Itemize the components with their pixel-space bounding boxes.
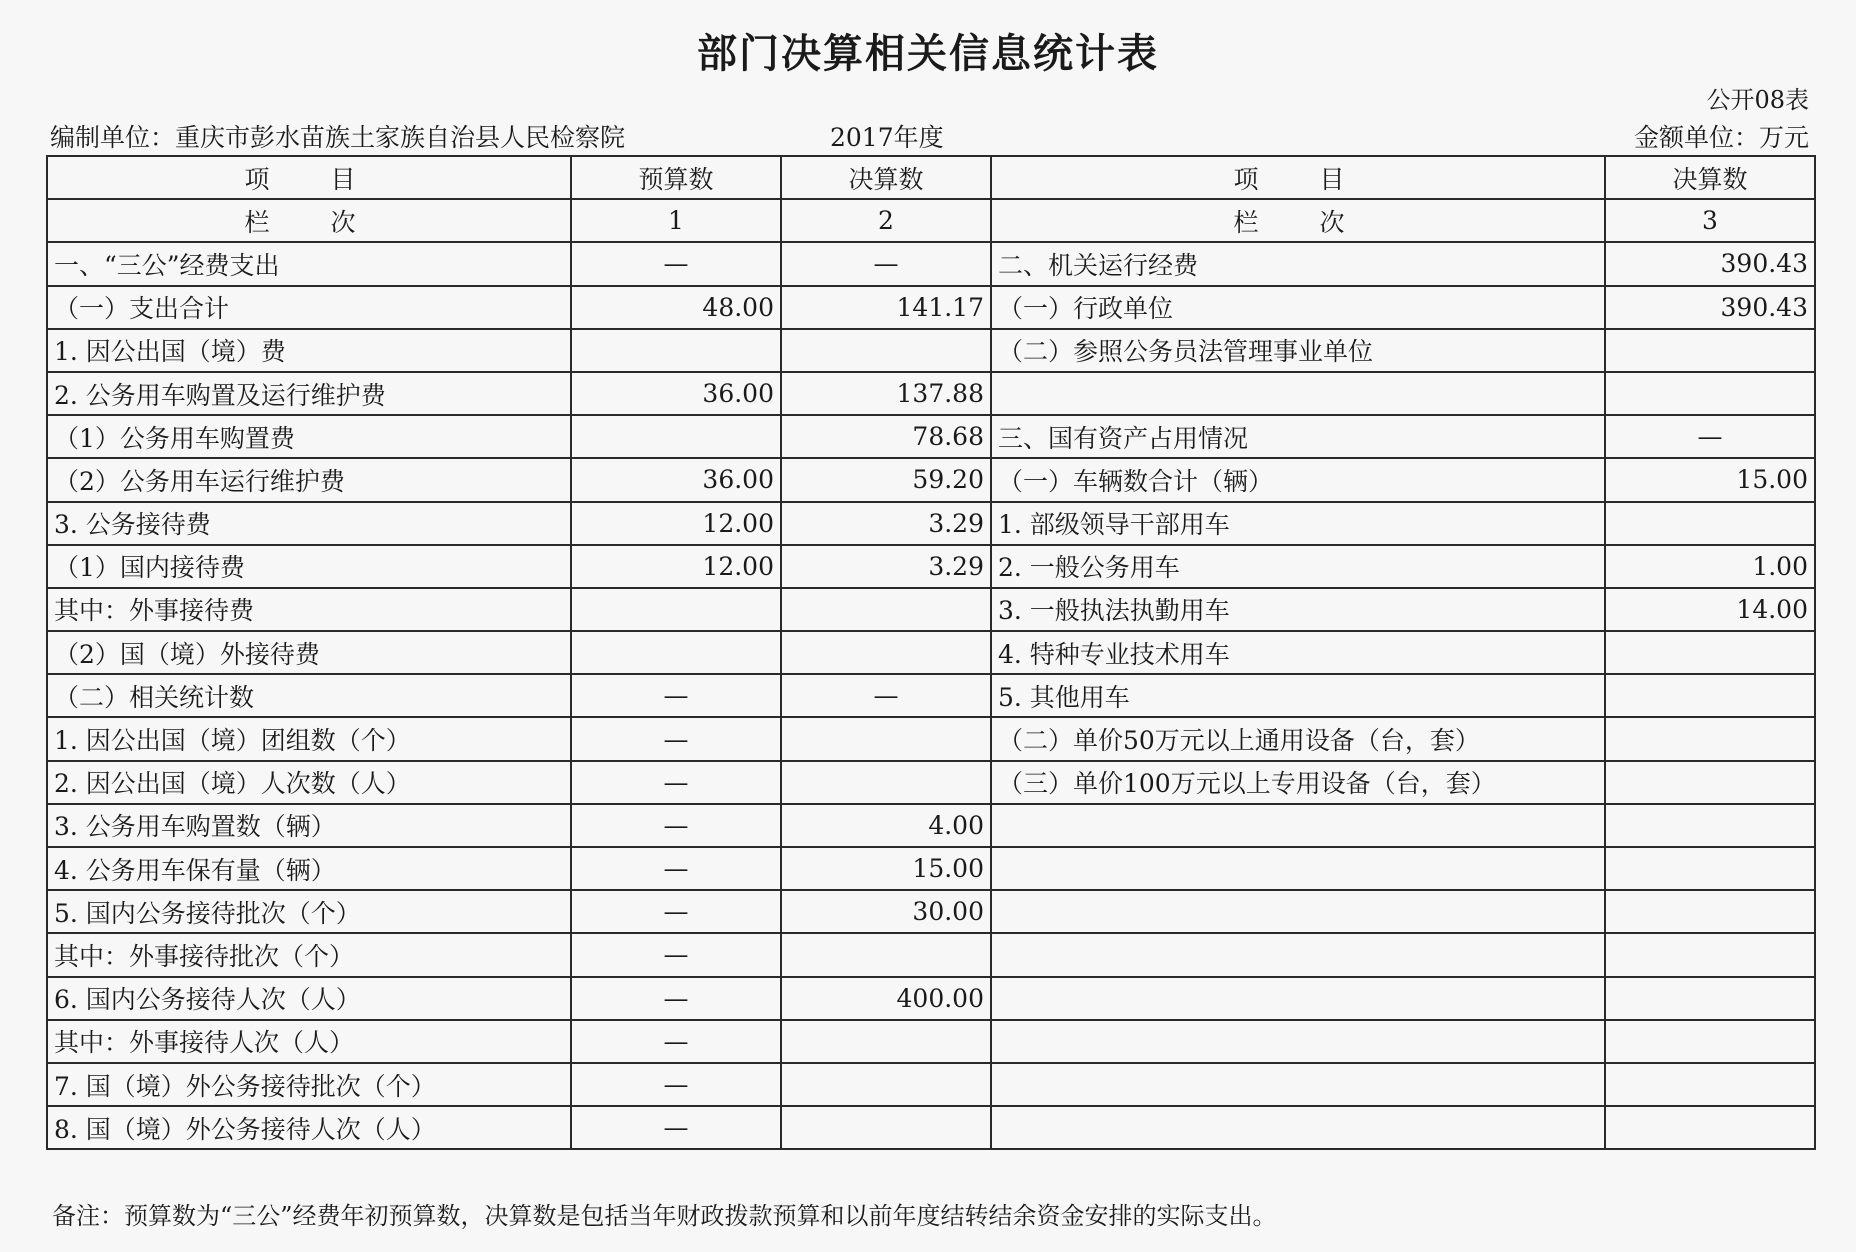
fiscal-year: 2017年度 — [830, 123, 944, 152]
left-item-label: 3. 公务用车购置数（辆） — [47, 804, 571, 847]
final-value — [781, 631, 991, 674]
table-row — [47, 717, 1815, 760]
right-item-label — [991, 977, 1605, 1020]
final-value — [781, 933, 991, 976]
final-value: — — [781, 674, 991, 717]
left-item-label: （2）公务用车运行维护费 — [47, 458, 571, 501]
left-item-label: 2. 因公出国（境）人次数（人） — [47, 761, 571, 804]
budget-value: — — [571, 242, 781, 285]
right-final-value — [1605, 1063, 1815, 1106]
left-item-label: 4. 公务用车保有量（辆） — [47, 847, 571, 890]
final-value: 137.88 — [781, 372, 991, 415]
left-item-label: 一、“三公”经费支出 — [47, 242, 571, 285]
right-final-value: 390.43 — [1605, 286, 1815, 329]
header-item: 项 目 — [47, 156, 571, 199]
right-item-label — [991, 890, 1605, 933]
col-index-2: 2 — [781, 199, 991, 242]
right-final-value: 390.43 — [1605, 242, 1815, 285]
right-item-label — [991, 1020, 1605, 1063]
left-item-label: （二）相关统计数 — [47, 674, 571, 717]
budget-value: 36.00 — [571, 372, 781, 415]
left-item-label: （1）公务用车购置费 — [47, 415, 571, 458]
left-item-label: 1. 因公出国（境）团组数（个） — [47, 717, 571, 760]
right-final-value — [1605, 933, 1815, 976]
header-final: 决算数 — [781, 156, 991, 199]
table-row — [47, 286, 1815, 329]
budget-value: 48.00 — [571, 286, 781, 329]
budget-value — [571, 329, 781, 372]
header-row — [47, 156, 1815, 199]
right-final-value — [1605, 631, 1815, 674]
left-item-label: （1）国内接待费 — [47, 545, 571, 588]
left-item-label: 1. 因公出国（境）费 — [47, 329, 571, 372]
final-value: 59.20 — [781, 458, 991, 501]
right-final-value — [1605, 1020, 1815, 1063]
footnote: 备注：预算数为“三公”经费年初预算数，决算数是包括当年财政拨款预算和以前年度结转结余资金安排的实际支出。 — [52, 1202, 1277, 1230]
final-value: — — [781, 242, 991, 285]
final-value — [781, 1063, 991, 1106]
table-title: 部门决算相关信息统计表 — [697, 31, 1159, 77]
table-row — [47, 242, 1815, 285]
table-row — [47, 372, 1815, 415]
budget-value: — — [571, 847, 781, 890]
col-index-label: 栏 次 — [47, 199, 571, 242]
right-final-value: 1.00 — [1605, 545, 1815, 588]
budget-value: — — [571, 977, 781, 1020]
right-item-label: 2. 一般公务用车 — [991, 545, 1605, 588]
right-final-value — [1605, 847, 1815, 890]
budget-value — [571, 588, 781, 631]
final-value — [781, 761, 991, 804]
table-row — [47, 502, 1815, 545]
left-item-label: 2. 公务用车购置及运行维护费 — [47, 372, 571, 415]
right-item-label: （一）车辆数合计（辆） — [991, 458, 1605, 501]
right-item-label: （二）单价50万元以上通用设备（台，套） — [991, 717, 1605, 760]
left-item-label: 3. 公务接待费 — [47, 502, 571, 545]
final-value: 3.29 — [781, 502, 991, 545]
table-row — [47, 588, 1815, 631]
table-row — [47, 1063, 1815, 1106]
right-item-label: 3. 一般执法执勤用车 — [991, 588, 1605, 631]
budget-value: — — [571, 761, 781, 804]
table-row — [47, 631, 1815, 674]
right-final-value — [1605, 977, 1815, 1020]
budget-value — [571, 631, 781, 674]
form-number: 公开08表 — [1706, 86, 1809, 114]
final-value — [781, 717, 991, 760]
column-index-row — [47, 199, 1815, 242]
right-final-value — [1605, 804, 1815, 847]
budget-value: — — [571, 933, 781, 976]
table-row — [47, 674, 1815, 717]
right-final-value — [1605, 761, 1815, 804]
col-index-1: 1 — [571, 199, 781, 242]
left-item-label: 其中：外事接待费 — [47, 588, 571, 631]
final-value — [781, 329, 991, 372]
final-value: 141.17 — [781, 286, 991, 329]
final-value — [781, 1106, 991, 1149]
right-final-value — [1605, 717, 1815, 760]
final-value — [781, 588, 991, 631]
header-budget: 预算数 — [571, 156, 781, 199]
right-item-label: 二、机关运行经费 — [991, 242, 1605, 285]
compiling-unit: 编制单位：重庆市彭水苗族土家族自治县人民检察院 — [50, 123, 626, 152]
final-value: 4.00 — [781, 804, 991, 847]
final-value — [781, 1020, 991, 1063]
right-final-value — [1605, 372, 1815, 415]
table-row — [47, 847, 1815, 890]
right-item-label: （一）行政单位 — [991, 286, 1605, 329]
table-row — [47, 977, 1815, 1020]
right-final-value — [1605, 502, 1815, 545]
left-item-label: （2）国（境）外接待费 — [47, 631, 571, 674]
final-value: 78.68 — [781, 415, 991, 458]
budget-value: — — [571, 890, 781, 933]
right-final-value — [1605, 329, 1815, 372]
right-item-label: （三）单价100万元以上专用设备（台，套） — [991, 761, 1605, 804]
right-final-value: 15.00 — [1605, 458, 1815, 501]
right-item-label: 三、国有资产占用情况 — [991, 415, 1605, 458]
amount-unit: 金额单位：万元 — [1633, 123, 1809, 152]
final-value: 3.29 — [781, 545, 991, 588]
right-final-value — [1605, 890, 1815, 933]
right-item-label — [991, 1063, 1605, 1106]
budget-value: — — [571, 1020, 781, 1063]
right-item-label — [991, 847, 1605, 890]
right-item-label — [991, 1106, 1605, 1149]
final-value: 400.00 — [781, 977, 991, 1020]
left-item-label: 其中：外事接待人次（人） — [47, 1020, 571, 1063]
budget-value: — — [571, 804, 781, 847]
right-item-label — [991, 933, 1605, 976]
table-row — [47, 761, 1815, 804]
header-item-right: 项 目 — [991, 156, 1605, 199]
left-item-label: 7. 国（境）外公务接待批次（个） — [47, 1063, 571, 1106]
right-final-value: — — [1605, 415, 1815, 458]
statistics-table-body — [47, 156, 1815, 1149]
right-item-label: 4. 特种专业技术用车 — [991, 631, 1605, 674]
statistics-table — [46, 155, 1816, 1150]
final-value: 15.00 — [781, 847, 991, 890]
table-row — [47, 890, 1815, 933]
table-row — [47, 804, 1815, 847]
budget-value: — — [571, 1063, 781, 1106]
col-index-label-right: 栏 次 — [991, 199, 1605, 242]
table-row — [47, 1106, 1815, 1149]
header-final-right: 决算数 — [1605, 156, 1815, 199]
budget-value: — — [571, 674, 781, 717]
right-item-label: 1. 部级领导干部用车 — [991, 502, 1605, 545]
budget-value: 12.00 — [571, 545, 781, 588]
col-index-3: 3 — [1605, 199, 1815, 242]
budget-value: — — [571, 717, 781, 760]
table-row — [47, 1020, 1815, 1063]
table-row — [47, 329, 1815, 372]
right-item-label: 5. 其他用车 — [991, 674, 1605, 717]
table-row — [47, 545, 1815, 588]
table-row — [47, 458, 1815, 501]
budget-value: — — [571, 1106, 781, 1149]
left-item-label: 其中：外事接待批次（个） — [47, 933, 571, 976]
budget-value — [571, 415, 781, 458]
right-item-label — [991, 804, 1605, 847]
left-item-label: 5. 国内公务接待批次（个） — [47, 890, 571, 933]
left-item-label: （一）支出合计 — [47, 286, 571, 329]
table-row — [47, 415, 1815, 458]
table-row — [47, 933, 1815, 976]
right-final-value: 14.00 — [1605, 588, 1815, 631]
final-value: 30.00 — [781, 890, 991, 933]
budget-value: 36.00 — [571, 458, 781, 501]
right-final-value — [1605, 1106, 1815, 1149]
budget-value: 12.00 — [571, 502, 781, 545]
right-final-value — [1605, 674, 1815, 717]
right-item-label — [991, 372, 1605, 415]
left-item-label: 8. 国（境）外公务接待人次（人） — [47, 1106, 571, 1149]
left-item-label: 6. 国内公务接待人次（人） — [47, 977, 571, 1020]
right-item-label: （二）参照公务员法管理事业单位 — [991, 329, 1605, 372]
